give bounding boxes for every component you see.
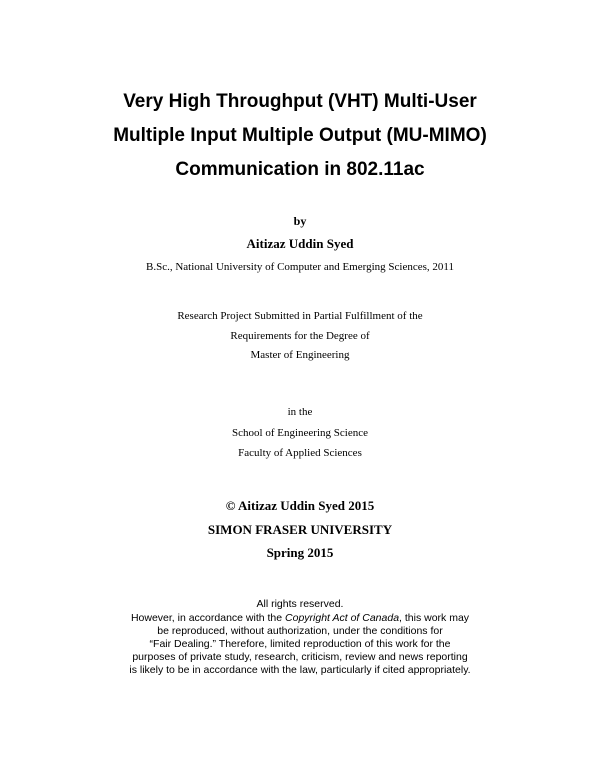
in-the-label: in the bbox=[287, 406, 313, 418]
rights-line-1: All rights reserved. bbox=[256, 598, 344, 610]
title-line-1: Very High Throughput (VHT) Multi-User bbox=[123, 91, 477, 112]
copyright-statement bbox=[0, 498, 600, 514]
submission-line-3: Master of Engineering bbox=[250, 349, 350, 361]
prior-degree: B.Sc., National University of Computer and Emerging Sciences, 2011 bbox=[146, 261, 454, 273]
copyright-holder: Aitizaz Uddin Syed 2015 bbox=[238, 498, 375, 513]
submission-line-1: Research Project Submitted in Partial Fulfillment of the bbox=[177, 310, 423, 322]
school-name: School of Engineering Science bbox=[232, 427, 368, 439]
title-line-2: Multiple Input Multiple Output (MU-MIMO) bbox=[113, 125, 487, 146]
rights-line-6: is likely to be in accordance with the law, particularly if cited appropriately. bbox=[129, 664, 471, 676]
author-name: Aitizaz Uddin Syed bbox=[246, 236, 354, 251]
rights-line-5: purposes of private study, research, criticism, review and news reporting bbox=[132, 651, 468, 663]
title-line-3: Communication in 802.11ac bbox=[175, 159, 425, 180]
rights-line-3: be reproduced, without authorization, under the conditions for bbox=[157, 625, 443, 637]
term: Spring 2015 bbox=[266, 545, 334, 560]
copyright-icon: © bbox=[225, 498, 236, 513]
by-label: by bbox=[293, 214, 307, 228]
faculty-name: Faculty of Applied Sciences bbox=[238, 447, 362, 459]
university-name: SIMON FRASER UNIVERSITY bbox=[207, 522, 393, 537]
rights-line-2-post: , this work may bbox=[399, 612, 470, 624]
copyright-act-title: Copyright Act of Canada bbox=[285, 612, 400, 624]
rights-line-2-pre: However, in accordance with the bbox=[130, 612, 286, 624]
rights-line-4: “Fair Dealing.” Therefore, limited reproduction of this work for the bbox=[149, 638, 451, 650]
submission-line-2: Requirements for the Degree of bbox=[230, 330, 370, 342]
rights-line-2 bbox=[0, 612, 600, 624]
